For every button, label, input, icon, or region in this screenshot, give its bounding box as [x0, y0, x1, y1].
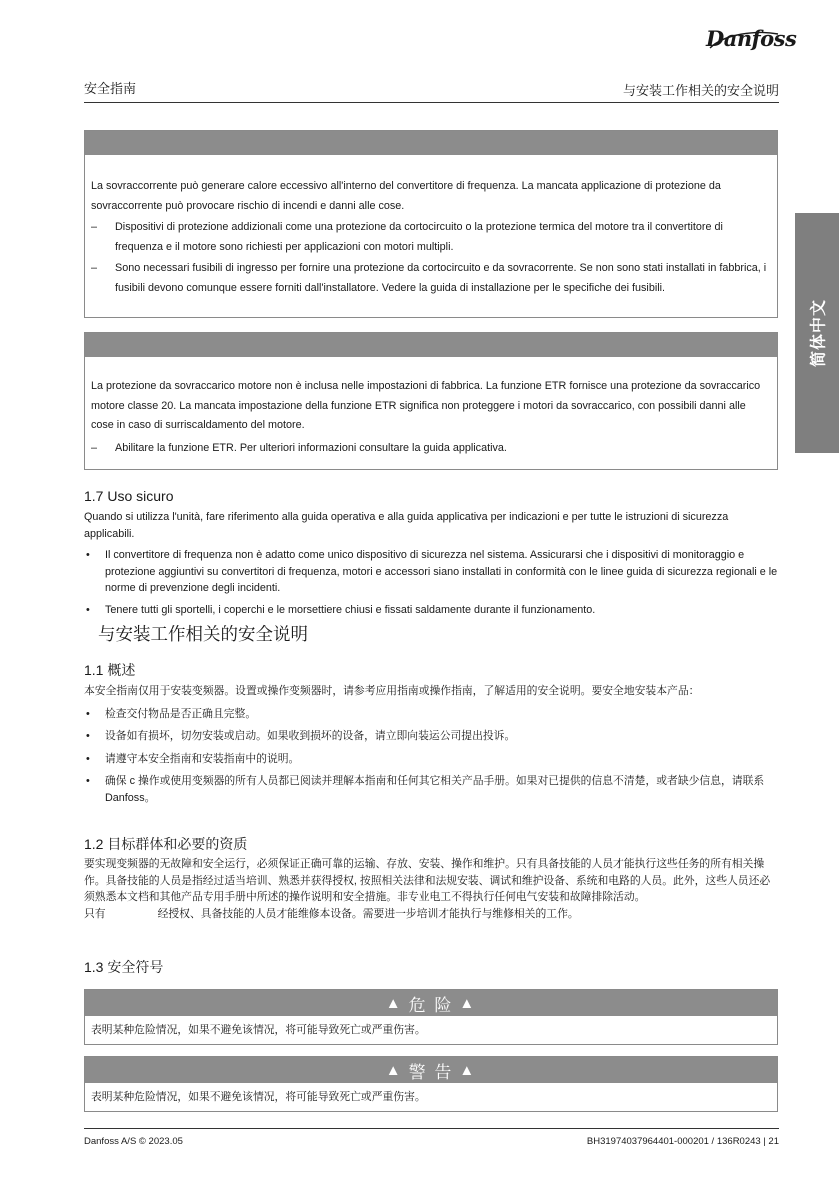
language-side-tab[interactable] — [795, 213, 839, 453]
bullet-marker: • — [86, 775, 90, 787]
bullet-marker: • — [86, 603, 90, 616]
header-right: 与安装工作相关的安全说明 — [622, 83, 779, 98]
caution-text: La sovraccorrente può generare calore eccessivo all'interno del convertitore di frequenza. La mancata applicazione di protezione da sovraccorrente può provocare rischio di incendi e danni alle cose. — [91, 180, 721, 212]
caution-box-header — [85, 333, 777, 357]
section-heading: 1.7 Uso sicuro — [84, 488, 174, 504]
caution-item — [91, 439, 771, 459]
bullet-marker: • — [86, 549, 90, 561]
list-item — [84, 547, 779, 597]
bullet-marker: • — [86, 707, 90, 720]
paragraph: Quando si utilizza l'unità, fare riferimento alla guida operativa e alla guida applicativa per indicazioni e per tutte le istruzioni di sicurezza applicabili. — [84, 511, 729, 540]
caution-box-overcurrent — [84, 130, 778, 318]
paragraph-rest: 经授权、具备技能的人员才能维修本设备。需要进一步培训才能执行与维修相关的工作。 — [157, 907, 579, 920]
section-body — [84, 683, 779, 806]
warning-triangle-icon: ▲ — [459, 1061, 477, 1079]
list-item — [84, 602, 779, 619]
paragraph — [84, 906, 779, 923]
list-item — [84, 773, 779, 806]
danger-label: 危 险 — [408, 995, 454, 1015]
list-item — [84, 728, 779, 745]
dash-marker: – — [91, 262, 98, 274]
section-body — [84, 509, 779, 618]
dash-marker: – — [91, 441, 98, 454]
language-side-tab-label: 简体中文 — [810, 298, 828, 368]
footer-right: BH31974037964401-000201 / 136R0243 | 21 — [586, 1136, 779, 1147]
danger-header — [85, 990, 777, 1016]
header-rule — [84, 102, 779, 103]
list-item — [84, 706, 779, 723]
warning-triangle-icon: ▲ — [459, 994, 477, 1012]
caution-item-text: Sono necessari fusibili di ingresso per fornire una protezione da cortocircuito e da sovracorrente. Se non sono stati installati in fabbrica, i fusibili devono comunque essere forniti dall'installatore. Vedere la guida di installazione per le specifiche dei fusibili. — [115, 262, 767, 294]
list-item-text: 设备如有损坏，切勿安装或启动。如果收到损坏的设备，请立即向装运公司提出投诉。 — [105, 730, 516, 742]
list-item — [84, 751, 779, 768]
section-heading: 1.1 概述 — [84, 662, 136, 678]
paragraph: 本安全指南仅用于安装变频器。设置或操作变频器时，请参考应用指南或操作指南，了解适用的安全说明。要安全地安装本产品： — [84, 685, 700, 697]
chapter-title: 与安装工作相关的安全说明 — [98, 624, 308, 644]
warning-triangle-icon: ▲ — [385, 994, 403, 1012]
bullet-marker: • — [86, 752, 90, 765]
bullet-marker: • — [86, 730, 90, 742]
warning-label: 警 告 — [408, 1062, 454, 1082]
danger-symbol-box — [84, 989, 778, 1045]
caution-item — [91, 259, 771, 298]
brand-logo: Danfoss — [706, 26, 797, 51]
warning-header — [85, 1057, 777, 1083]
caution-item-text: Dispositivi di protezione addizionali come una protezione da cortocircuito o la protezione termica del motore tra il convertitore di frequenza e il motore sono richiesti per applicazioni con motori multipli. — [115, 221, 723, 253]
caution-item-text: Abilitare la funzione ETR. Per ulteriori informazioni consultare la guida applicativa. — [115, 441, 507, 454]
section-body — [84, 856, 779, 922]
caution-text: La protezione da sovraccarico motore non è inclusa nelle impostazioni di fabbrica. La funzione ETR fornisce una protezione da sovraccarico motore classe 20. La mancata impostazione della funzione ETR significa non proteggere i motori da sovraccarico, con possibili danni alle cose in caso di surriscaldamento del motore. — [91, 380, 761, 431]
caution-box-header — [85, 131, 777, 155]
dash-marker: – — [91, 221, 98, 233]
header-left: 安全指南 — [84, 81, 137, 96]
warning-triangle-icon: ▲ — [385, 1061, 403, 1079]
caution-item — [91, 218, 771, 257]
paragraph-lead: 只有 — [84, 907, 106, 920]
list-item-text: Tenere tutti gli sportelli, i coperchi e le morsettiere chiusi e fissati saldamente durante il funzionamento. — [105, 603, 596, 616]
section-heading: 1.3 安全符号 — [84, 959, 164, 975]
caution-box-overload — [84, 332, 778, 470]
section-heading: 1.2 目标群体和必要的资质 — [84, 836, 248, 852]
warning-text: 表明某种危险情况，如果不避免该情况，将可能导致死亡或严重伤害。 — [91, 1091, 426, 1103]
danger-text: 表明某种危险情况，如果不避免该情况，将可能导致死亡或严重伤害。 — [91, 1024, 426, 1036]
footer-left: Danfoss A/S © 2023.05 — [84, 1136, 183, 1147]
footer-rule — [84, 1128, 779, 1129]
list-item-text: Il convertitore di frequenza non è adatto come unico dispositivo di sicurezza nel sistema. Assicurarsi che i dispositivi di monitoraggio e protezione aggiuntivi su convertitori di frequenza, motori e accessori siano installati in conformità con le linee guida di sicurezza regionali e le norme di prevenzione degli incidenti. — [105, 549, 778, 594]
list-item-text: 检查交付物品是否正确且完整。 — [105, 707, 257, 720]
warning-symbol-box — [84, 1056, 778, 1112]
paragraph: 要实现变频器的无故障和安全运行，必须保证正确可靠的运输、存放、安装、操作和维护。只有具备技能的人员才能执行这些任务的所有相关操作。具备技能的人员是指经过适当培训、熟悉并获得授权, 按照相关法律和法规安装、调试和维护设备、系统和电路的人员。此外，这些人员还必须熟悉本文档和其他产品专用手册中所述的操作说明和安全措施。非专业电工不得执行任何电气安装和故障排除活动。 — [84, 858, 771, 903]
list-item-text: 确保 c 操作或使用变频器的所有人员都已阅读并理解本指南和任何其它相关产品手册。如果对已提供的信息不清楚，或者缺少信息，请联系 Danfoss。 — [105, 775, 765, 804]
list-item-text: 请遵守本安全指南和安装指南中的说明。 — [105, 752, 300, 765]
